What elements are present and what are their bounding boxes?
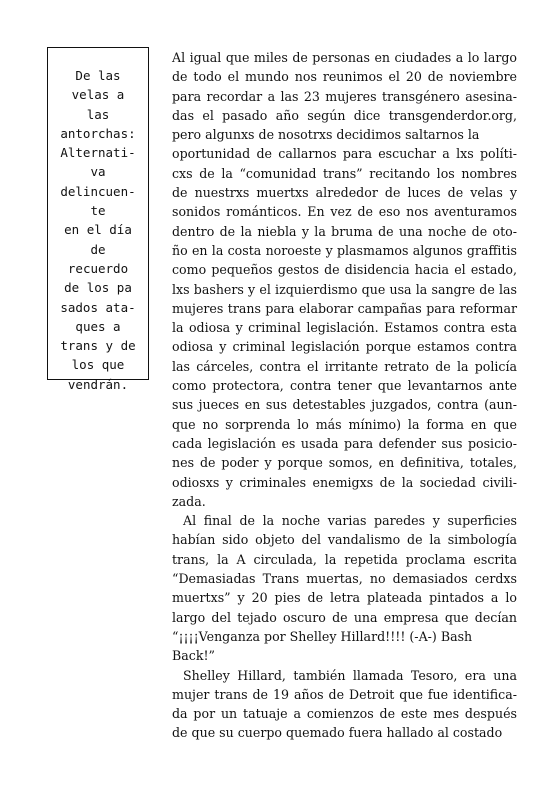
- article-line: para recordar a las 23 mujeres transgénero asesina-: [172, 88, 517, 104]
- article-line: sus jueces en sus detestables juzgados, contra (aun-: [172, 397, 517, 413]
- sidebar-title-line: de: [90, 241, 106, 257]
- article-line: pero algunxs de nosotrxs decidimos saltarnos la: [172, 127, 480, 143]
- article-line: la odiosa y criminal legislación. Estamos contra esta: [172, 320, 517, 336]
- article-line: habían sido objeto del vandalismo de la simbología: [172, 532, 517, 548]
- article-line: “Demasiadas Trans muertas, no demasiados cerdxs: [172, 571, 517, 587]
- article-line: mujer trans de 19 años de Detroit que fue identifica-: [172, 686, 517, 702]
- article-line: oportunidad de callarnos para escuchar a lxs políti-: [172, 146, 517, 162]
- article-line: trans, la A circulada, la repetida proclama escrita: [172, 551, 517, 567]
- sidebar-title-line: vendrán.: [67, 376, 129, 392]
- article-line: cxs de la “comunidad trans” recitando los nombres: [172, 165, 517, 181]
- sidebar-title-line: recuerdo: [67, 260, 129, 276]
- article-line: de que su cuerpo quemado fuera hallado al costado: [172, 725, 503, 741]
- sidebar-title-line: va: [90, 164, 106, 180]
- article-line: largo del tejado oscuro de una empresa que decían: [172, 609, 517, 625]
- article-line: dentro de la niebla y la bruma de una noche de oto-: [172, 223, 517, 239]
- sidebar-title-line: los que: [71, 357, 125, 373]
- article-line: Al igual que miles de personas en ciudades a lo largo: [172, 50, 517, 65]
- article-line: nes de poder y porque somos, en definitiva, totales,: [172, 455, 517, 471]
- article-body: [172, 48, 517, 743]
- article-line: lxs bashers y el izquierdismo que usa la sangre de las: [172, 281, 517, 297]
- article-line: “¡¡¡¡Venganza por Shelley Hillard!!!! (-A-) Bash: [172, 628, 473, 644]
- paragraph-start-line: Al final de la noche varias paredes y superficies: [183, 513, 517, 529]
- article-line: las cárceles, contra el irritante retrato de la policía: [172, 358, 517, 374]
- sidebar-title-line: de los pa: [64, 280, 132, 296]
- article-line: sonidos románticos. En vez de eso nos aventuramos: [172, 204, 517, 220]
- sidebar-title-line: te: [90, 203, 106, 219]
- article-line: mujeres trans para elaborar campañas para reformar: [172, 300, 517, 316]
- article-line: zada.: [172, 493, 206, 509]
- sidebar-title-line: De las: [75, 68, 121, 83]
- article-line: muertxs” y 20 pies de letra plateada pintados a lo: [172, 590, 517, 606]
- sidebar-title-line: Alternati-: [60, 145, 136, 161]
- sidebar-title-line: antorchas:: [60, 125, 136, 141]
- article-line: de todo el mundo nos reunimos el 20 de noviembre: [172, 69, 517, 85]
- sidebar-title-line: sados ata-: [60, 299, 136, 315]
- article-line: ño en la costa noroeste y plasmamos algunos graffitis: [172, 242, 517, 258]
- sidebar-title-line: trans y de: [60, 338, 136, 354]
- sidebar-title-line: ques a: [75, 318, 121, 334]
- sidebar-title-line: en el día: [64, 222, 132, 238]
- sidebar-title-line: velas a: [71, 87, 125, 103]
- article-line: como protectora, contra tener que levantarnos ante: [172, 378, 517, 394]
- article-line: como pequeños gestos de disidencia hacia el estado,: [172, 262, 517, 278]
- sidebar-title-line: las: [86, 106, 110, 122]
- paragraph-start-line: Shelley Hillard, también llamada Tesoro, era una: [183, 667, 517, 683]
- sidebar-title-box: [47, 47, 149, 392]
- sidebar-title-line: delincuen-: [60, 183, 136, 199]
- article-line: Back!”: [172, 648, 215, 664]
- article-line: odiosxs y criminales enemigxs de la sociedad civili-: [172, 474, 517, 490]
- article-line: que no sorprenda lo más mínimo) la forma en que: [172, 416, 517, 432]
- article-line: da por un tatuaje a comienzos de este mes después: [172, 706, 517, 722]
- article-line: das el pasado año según dice transgenderdor.org,: [172, 107, 517, 123]
- article-line: cada legislación es usada para defender sus posicio-: [172, 435, 517, 451]
- article-line: odiosa y criminal legislación porque estamos contra: [172, 339, 517, 355]
- article-line: de nuestrxs muertxs alrededor de luces de velas y: [172, 185, 517, 201]
